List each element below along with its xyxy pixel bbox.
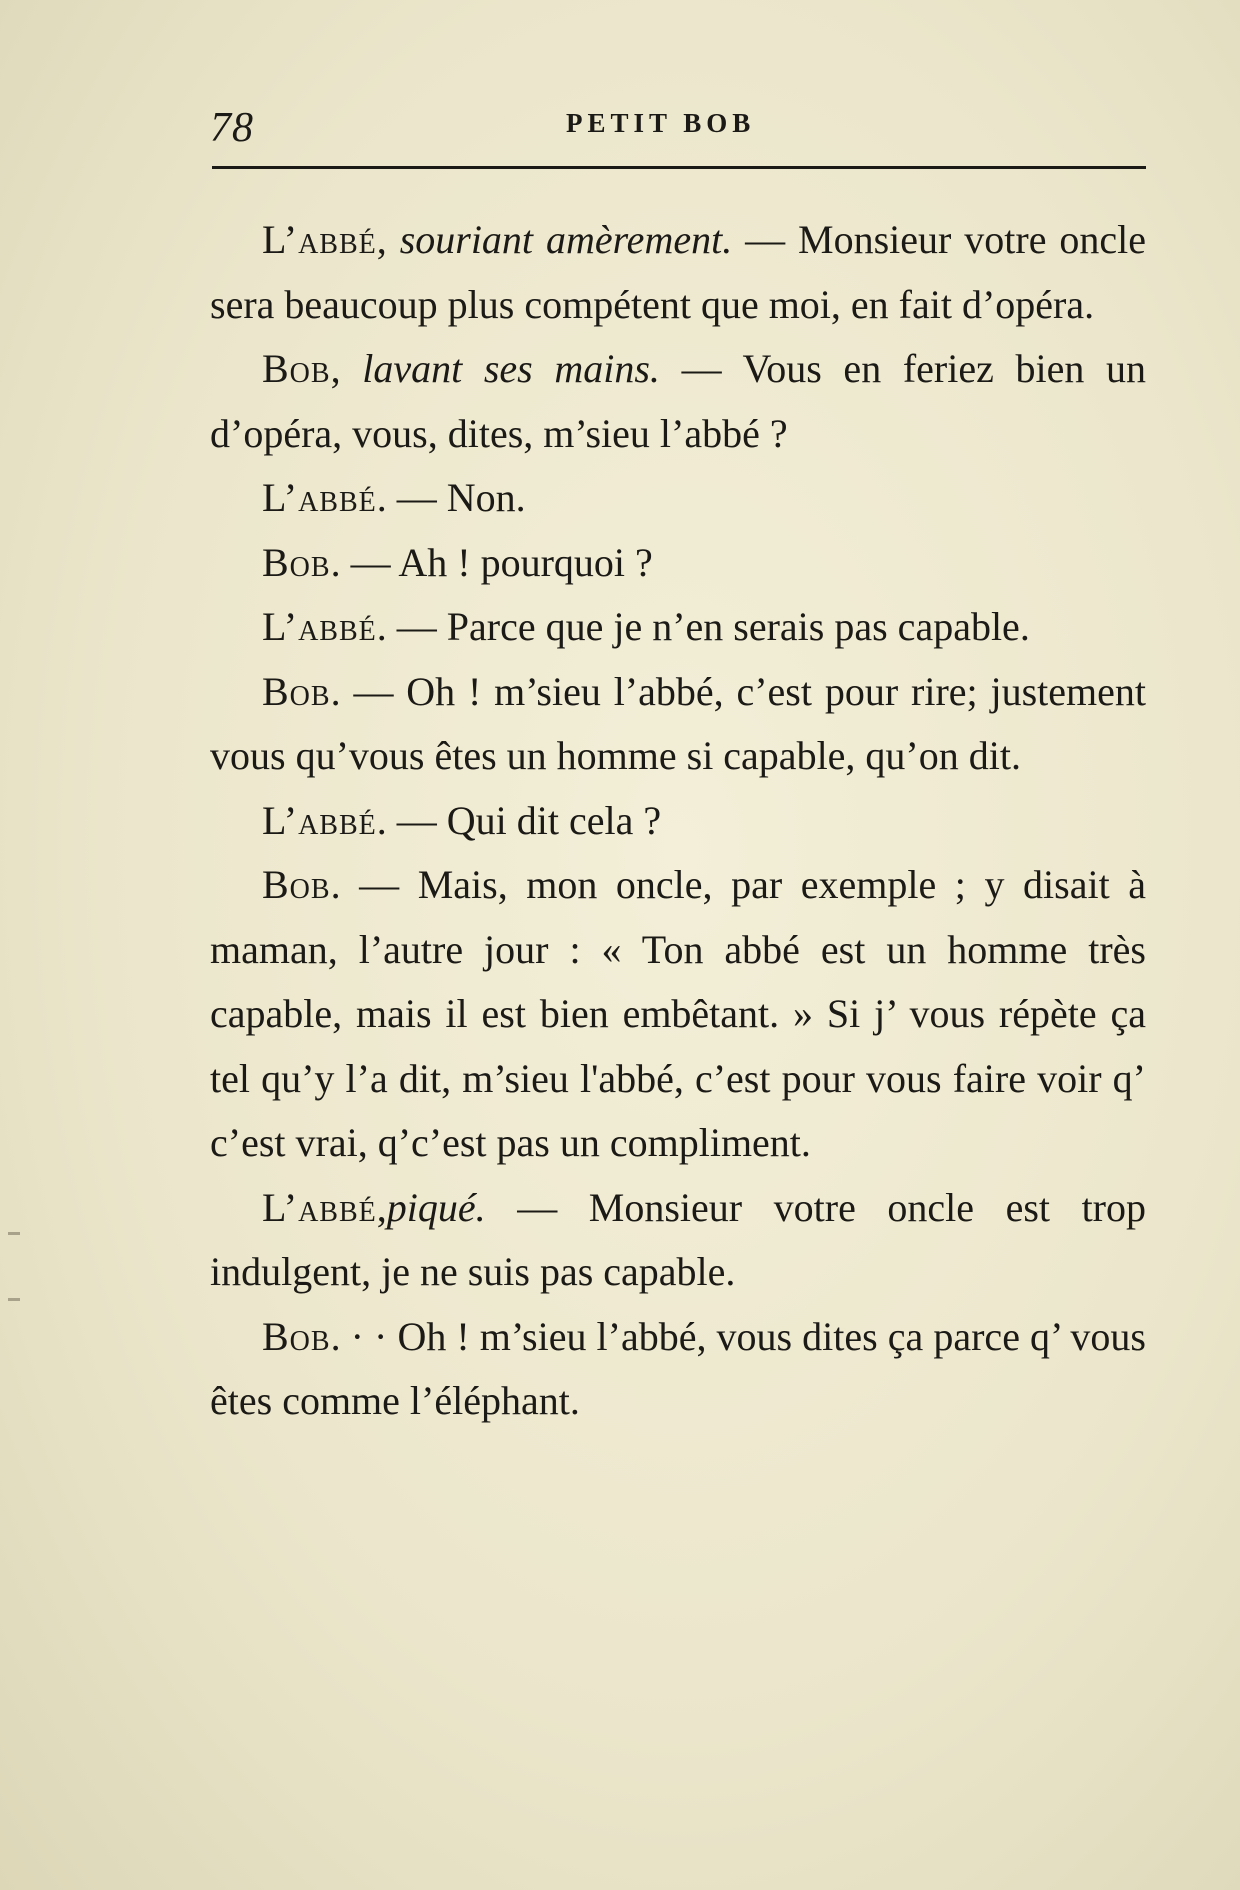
speaker-name: Bob [262, 862, 331, 907]
margin-mark [8, 1298, 20, 1301]
header-rule [212, 166, 1146, 169]
running-title: PETIT BOB [566, 108, 756, 138]
speaker-name: L’abbé [262, 217, 377, 262]
speaker-separator: . [330, 862, 360, 907]
stage-direction: piqué. [386, 1184, 486, 1230]
dialogue-text: — Ah ! pourquoi ? [350, 539, 653, 585]
dialogue-text: — Monsieur votre oncle sera beaucoup plus compétent que moi, en fait d’opéra. [210, 217, 1146, 327]
speaker-separator: . [376, 475, 397, 520]
dialogue-text: — Mais, mon oncle, par exemple ; y disait à maman, l’autre jour : « Ton abbé est un homme très capable, mais il est bien embêtant. » Si j’ vous répète ça tel qu’y l’a dit, m’sieu l'abbé, c’est pour vous faire voir q’ c’est vrai, q’c’est pas un compliment. [210, 862, 1146, 1165]
speaker-name: Bob [262, 346, 331, 391]
speaker-separator: . · · [330, 1313, 398, 1359]
speaker-separator: , [376, 1184, 387, 1230]
dialogue-paragraph [210, 789, 1146, 854]
speaker-name: L’abbé [262, 797, 377, 843]
speaker-name: Bob [262, 539, 331, 585]
speaker-separator: , [330, 346, 363, 391]
margin-mark [8, 1232, 20, 1235]
speaker-name: L’abbé [262, 604, 377, 649]
dialogue-paragraph [210, 1176, 1146, 1305]
speaker-name: L’abbé [262, 475, 377, 520]
dialogue-paragraph [210, 853, 1146, 1176]
speaker-name: Bob [262, 668, 331, 714]
speaker-separator: . [376, 797, 397, 843]
speaker-separator: . [330, 539, 351, 585]
dialogue-text: — Qui dit cela ? [396, 797, 662, 843]
speaker-separator: . [330, 668, 354, 714]
dialogue-text: — Monsieur votre oncle est trop indulgent, je ne suis pas capable. [210, 1184, 1146, 1294]
speaker-name: Bob [262, 1313, 331, 1359]
running-head [206, 96, 1146, 156]
dialogue-body [210, 208, 1146, 1434]
dialogue-paragraph [210, 208, 1146, 337]
dialogue-paragraph [210, 466, 1146, 531]
dialogue-paragraph [210, 1305, 1146, 1434]
dialogue-text: — Non. [396, 475, 526, 520]
dialogue-paragraph [210, 595, 1146, 660]
dialogue-text: — Parce que je n’en serais pas capable. [396, 604, 1030, 649]
dialogue-paragraph [210, 531, 1146, 596]
stage-direction: lavant ses mains. [362, 346, 660, 391]
dialogue-text: — Vous en feriez bien un d’opéra, vous, dites, m’sieu l’abbé ? [210, 346, 1146, 456]
page-number: 78 [210, 105, 254, 151]
dialogue-paragraph [210, 337, 1146, 466]
dialogue-paragraph [210, 660, 1146, 789]
speaker-separator: . [376, 604, 397, 649]
stage-direction: souriant amèrement. [399, 217, 733, 262]
speaker-separator: , [376, 217, 400, 262]
dialogue-text: — Oh ! m’sieu l’abbé, c’est pour rire; justement vous qu’vous êtes un homme si capable, qu’on dit. [210, 668, 1147, 778]
dialogue-text: Oh ! m’sieu l’abbé, vous dites ça parce q’ vous êtes comme l’éléphant. [210, 1313, 1146, 1423]
speaker-name: L’abbé [262, 1184, 377, 1230]
